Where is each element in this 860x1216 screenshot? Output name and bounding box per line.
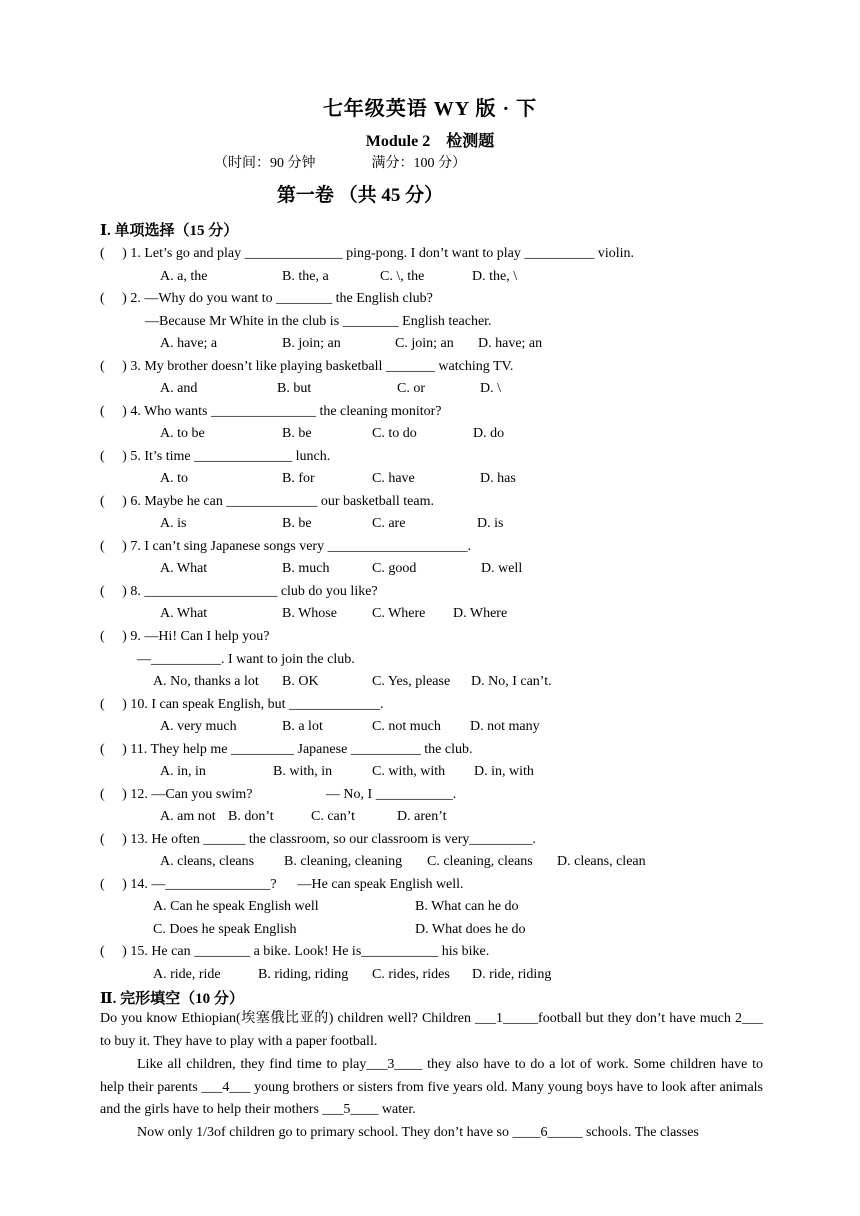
question-1: ( ) 1. Let’s go and play ______________ ping-pong. I don’t want to play __________ violin. xyxy=(100,246,635,261)
option: D. do xyxy=(473,426,505,441)
option: D. What does he do xyxy=(415,922,526,937)
option: A. and xyxy=(160,381,198,396)
option: A. cleans, cleans xyxy=(160,854,255,869)
option: B. the, a xyxy=(282,269,329,284)
option: C. Yes, please xyxy=(372,674,451,689)
question-12: ( ) 12. —Can you swim? — No, I ___________. xyxy=(100,787,457,802)
option: A. Can he speak English well xyxy=(153,899,319,914)
question-2: ( ) 2. —Why do you want to ________ the English club? xyxy=(100,291,433,306)
option: A. in, in xyxy=(160,764,206,779)
option: B. join; an xyxy=(282,336,341,351)
cloze-paragraph-2: Like all children, they find time to play___3____ they also have to do a lot of work. Some children have to help their parents ___4___ young brothers or sisters from five years old. Many young boys have to look after animals and the girls have to help their mothers ___5____ water. xyxy=(100,1057,763,1117)
part-title: 第一卷 （共 45 分） xyxy=(276,185,444,206)
exam-info: （时间：90 分钟 满分：100 分） xyxy=(214,156,466,171)
question-3: ( ) 3. My brother doesn’t like playing basketball _______ watching TV. xyxy=(100,359,514,374)
option: D. is xyxy=(477,516,504,531)
option: D. No, I can’t. xyxy=(471,674,552,689)
question-14: ( ) 14. —_______________? —He can speak English well. xyxy=(100,877,464,892)
module-title: Module 2 检测题 xyxy=(365,133,495,150)
option: C. Does he speak English xyxy=(153,922,297,937)
option: A. a, the xyxy=(160,269,208,284)
option: B. What can he do xyxy=(415,899,519,914)
option: B. OK xyxy=(282,674,319,689)
cloze-paragraph-3: Now only 1/3of children go to primary school. They don’t have so ____6_____ schools. The classes xyxy=(137,1125,699,1140)
option: B. much xyxy=(282,561,330,576)
question-2-reply: —Because Mr White in the club is ________ English teacher. xyxy=(145,314,492,329)
question-9-reply: —__________. I want to join the club. xyxy=(137,652,355,667)
option: D. not many xyxy=(470,719,540,734)
option: D. has xyxy=(480,471,516,486)
option: B. but xyxy=(277,381,312,396)
option: C. good xyxy=(372,561,417,576)
option: A. am not xyxy=(160,809,216,824)
option: D. aren’t xyxy=(397,809,447,824)
option: B. cleaning, cleaning xyxy=(284,854,403,869)
option: C. Where xyxy=(372,606,426,621)
question-6: ( ) 6. Maybe he can _____________ our basketball team. xyxy=(100,494,434,509)
option: D. ride, riding xyxy=(472,967,552,982)
option: B. Whose xyxy=(282,606,337,621)
option: B. a lot xyxy=(282,719,323,734)
option: A. very much xyxy=(160,719,237,734)
option: B. don’t xyxy=(228,809,274,824)
option: D. Where xyxy=(453,606,508,621)
option: A. ride, ride xyxy=(153,967,221,982)
option: A. have; a xyxy=(160,336,218,351)
option: B. riding, riding xyxy=(258,967,349,982)
option: A. What xyxy=(160,606,208,621)
option: C. \, the xyxy=(380,269,425,284)
option: B. for xyxy=(282,471,315,486)
cloze-paragraph-1: Do you know Ethiopian(埃塞俄比亚的) children well? Children ___1_____football but they don’t have much 2___ to buy it. They have to play with a paper football. xyxy=(100,1011,763,1049)
option: B. be xyxy=(282,516,312,531)
question-4: ( ) 4. Who wants _______________ the cleaning monitor? xyxy=(100,404,442,419)
option: D. cleans, clean xyxy=(557,854,646,869)
option: C. with, with xyxy=(372,764,446,779)
option: C. have xyxy=(372,471,415,486)
page-title: 七年级英语 WY 版 · 下 xyxy=(322,98,538,120)
option: C. join; an xyxy=(395,336,454,351)
option: A. No, thanks a lot xyxy=(153,674,259,689)
question-10: ( ) 10. I can speak English, but _____________. xyxy=(100,697,384,712)
option: B. be xyxy=(282,426,312,441)
question-7: ( ) 7. I can’t sing Japanese songs very ____________________. xyxy=(100,539,472,554)
question-11: ( ) 11. They help me _________ Japanese __________ the club. xyxy=(100,742,473,757)
option: D. in, with xyxy=(474,764,534,779)
option: C. or xyxy=(397,381,425,396)
option: A. What xyxy=(160,561,208,576)
question-8: ( ) 8. ___________________ club do you like? xyxy=(100,584,378,599)
option: D. the, \ xyxy=(472,269,518,284)
option: C. rides, rides xyxy=(372,967,450,982)
question-13: ( ) 13. He often ______ the classroom, so our classroom is very_________. xyxy=(100,832,536,847)
question-5: ( ) 5. It’s time ______________ lunch. xyxy=(100,449,331,464)
option: A. to xyxy=(160,471,188,486)
option: D. well xyxy=(481,561,523,576)
section-2-heading: Ⅱ. 完形填空（10 分） xyxy=(100,991,244,1007)
option: C. can’t xyxy=(311,809,356,824)
question-9: ( ) 9. —Hi! Can I help you? xyxy=(100,629,270,644)
option: A. is xyxy=(160,516,187,531)
option: B. with, in xyxy=(273,764,333,779)
option: A. to be xyxy=(160,426,205,441)
option: C. cleaning, cleans xyxy=(427,854,533,869)
option: C. to do xyxy=(372,426,417,441)
option: D. \ xyxy=(480,381,501,396)
question-15: ( ) 15. He can ________ a bike. Look! He is___________ his bike. xyxy=(100,944,490,959)
option: C. not much xyxy=(372,719,441,734)
option: C. are xyxy=(372,516,406,531)
section-1-heading: Ⅰ. 单项选择（15 分） xyxy=(100,223,239,239)
option: D. have; an xyxy=(478,336,543,351)
